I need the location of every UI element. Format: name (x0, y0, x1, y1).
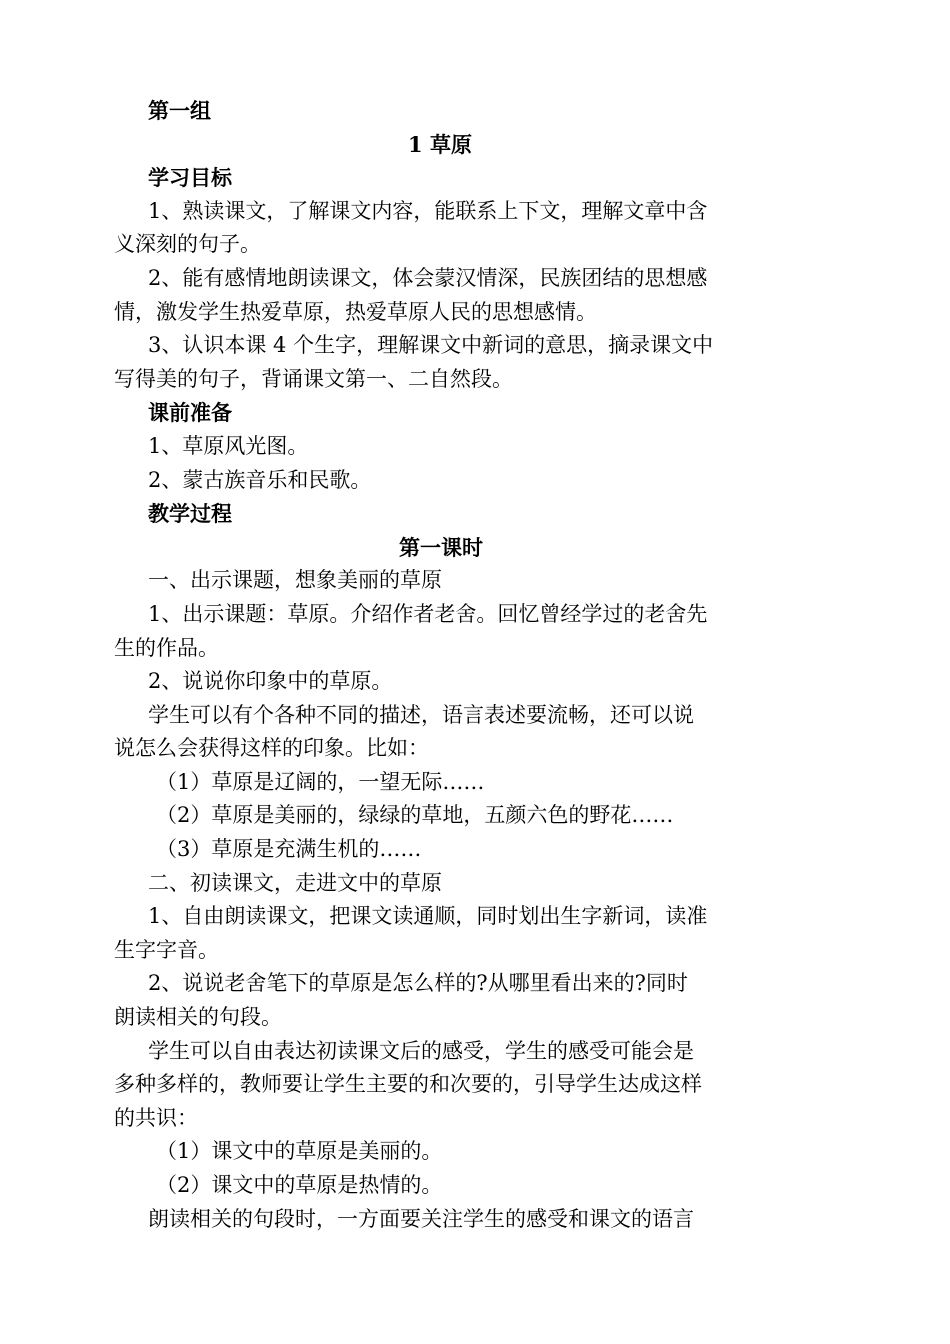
section-2-para-2-line-1: 2、说说老舍笔下的草原是怎么样的?从哪里看出来的?同时 (148, 971, 688, 996)
section-1-para-1-line-1: 1、出示课题：草原。介绍作者老舍。回忆曾经学过的老舍先 (148, 601, 708, 626)
section-2-para-3-line-3: 的共识： (114, 1105, 198, 1130)
section-2-item-2: （2）课文中的草原是热情的。 (156, 1173, 443, 1197)
section-2-para-3-line-2: 多种多样的，教师要让学生主要的和次要的，引导学生达成这样 (114, 1072, 702, 1097)
group-title: 第一组 (148, 98, 211, 123)
process-heading: 教学过程 (148, 501, 232, 527)
section-2-para-3-line-1: 学生可以自由表达初读课文后的感受，学生的感受可能会是 (148, 1038, 694, 1063)
section-2-item-1: （1）课文中的草原是美丽的。 (156, 1139, 443, 1164)
document-page (114, 94, 726, 1236)
prep-item-1: 1、草原风光图。 (148, 433, 309, 458)
section-1-para-2: 2、说说你印象中的草原。 (148, 669, 393, 694)
goal-2-line-2: 情，激发学生热爱草原，热爱草原人民的思想感情。 (114, 299, 597, 324)
section-2-para-4: 朗读相关的句段时，一方面要关注学生的感受和课文的语言 (148, 1206, 694, 1231)
section-1-item-2: （2）草原是美丽的，绿绿的草地，五颜六色的野花…… (156, 803, 674, 828)
goal-3-line-2: 写得美的句子，背诵课文第一、二自然段。 (114, 366, 513, 391)
prep-heading: 课前准备 (148, 400, 232, 426)
goal-1-line-1: 1、熟读课文，了解课文内容，能联系上下文，理解文章中含 (148, 198, 708, 223)
section-1-item-1: （1）草原是辽阔的，一望无际…… (156, 769, 485, 794)
lesson-title: 1 草原 (408, 131, 472, 157)
period-heading: 第一课时 (399, 534, 483, 560)
section-2-para-2-line-2: 朗读相关的句段。 (114, 1005, 282, 1030)
goal-1-line-2: 义深刻的句子。 (114, 232, 261, 257)
prep-item-2: 2、蒙古族音乐和民歌。 (148, 467, 372, 492)
section-1-para-1-line-2: 生的作品。 (114, 635, 219, 660)
section-1-para-3-line-2: 说怎么会获得这样的印象。比如： (114, 736, 429, 761)
section-2-para-1-line-2: 生字字音。 (114, 937, 219, 962)
section-1-para-3-line-1: 学生可以有个各种不同的描述，语言表述要流畅，还可以说 (148, 702, 694, 727)
goals-heading: 学习目标 (148, 165, 232, 191)
goal-3-line-1: 3、认识本课 4 个生字，理解课文中新词的意思，摘录课文中 (148, 333, 714, 358)
section-2-title: 二、初读课文，走进文中的草原 (148, 870, 442, 895)
section-2-para-1-line-1: 1、自由朗读课文，把课文读通顺，同时划出生字新词，读准 (148, 904, 708, 929)
section-1-item-3: （3）草原是充满生机的…… (156, 837, 422, 862)
goal-2-line-1: 2、能有感情地朗读课文，体会蒙汉情深，民族团结的思想感 (148, 265, 708, 290)
section-1-title: 一、出示课题，想象美丽的草原 (148, 568, 442, 593)
